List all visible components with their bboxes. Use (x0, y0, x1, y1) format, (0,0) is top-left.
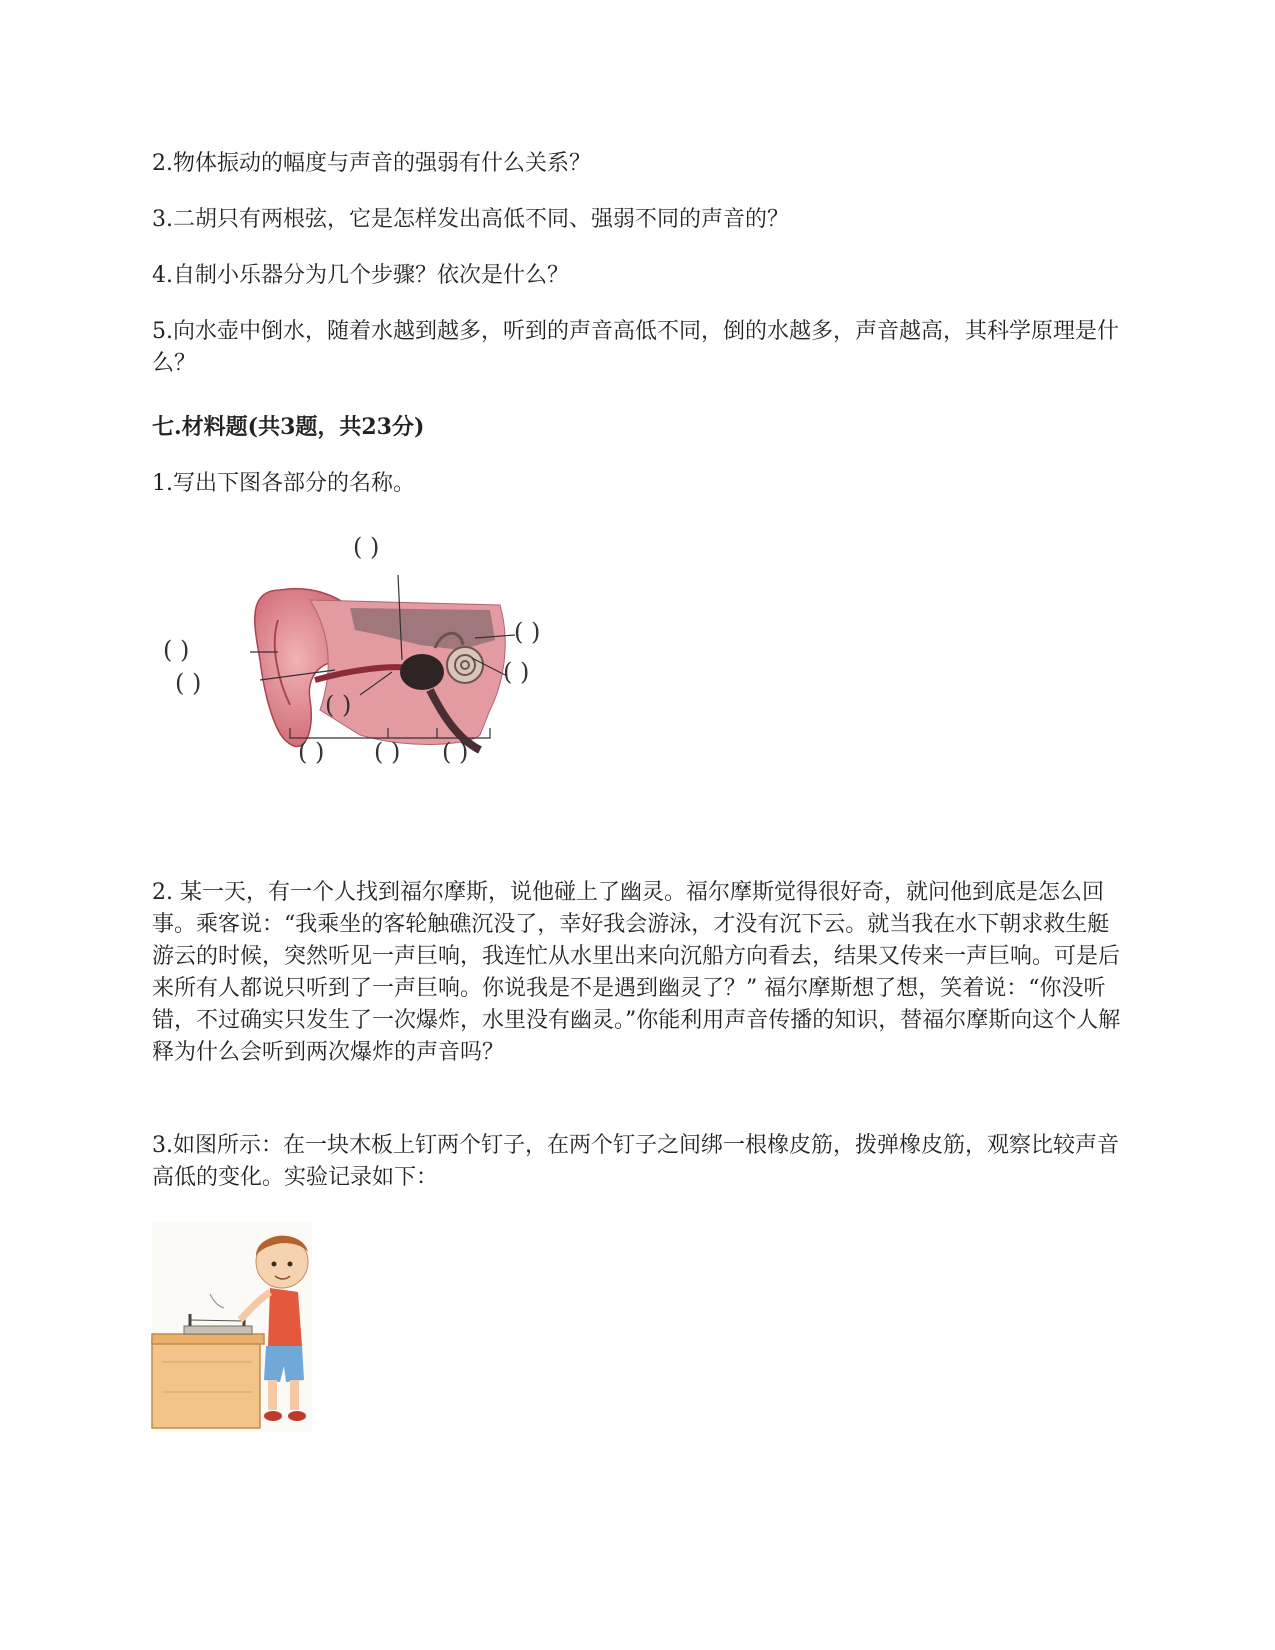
blank-right-1[interactable]: ( ) (514, 618, 541, 646)
blank-bottom-3[interactable]: ( ) (442, 738, 469, 766)
blank-top[interactable]: ( ) (353, 533, 380, 561)
blank-bottom-2[interactable]: ( ) (374, 738, 401, 766)
section-7-title: 七.材料题(共3题，共23分) (152, 414, 425, 440)
material-question-3: 3.如图所示：在一块木板上钉两个钉子，在两个钉子之间绑一根橡皮筋，拨弹橡皮筋，观察比较声音高低的变化。实验记录如下： (152, 1133, 1119, 1190)
blank-bottom-1[interactable]: ( ) (298, 738, 325, 766)
blank-left-2[interactable]: ( ) (175, 669, 202, 697)
blank-left-1[interactable]: ( ) (163, 636, 190, 664)
ear-diagram (160, 533, 660, 820)
question-3-erhu: 3.二胡只有两根弦，它是怎样发出高低不同、强弱不同的声音的？ (152, 207, 789, 232)
blank-middle[interactable]: ( ) (325, 691, 352, 719)
question-5-kettle: 5.向水壶中倒水，随着水越到越多，听到的声音高低不同，倒的水越多，声音越高，其科学原理是什么？ (152, 319, 1119, 376)
material-question-1: 1.写出下图各部分的名称。 (152, 471, 415, 496)
question-4-instrument: 4.自制小乐器分为几个步骤？依次是什么？ (152, 263, 569, 288)
question-2-amplitude: 2.物体振动的幅度与声音的强弱有什么关系？ (152, 151, 591, 176)
material-question-2: 2. 某一天，有一个人找到福尔摩斯，说他碰上了幽灵。福尔摩斯觉得很好奇，就问他到底是怎么回事。乘客说：“我乘坐的客轮触礁沉没了，幸好我会游泳，才没有沉下云。就当我在水下朝求救生艇游云的时候，突然听见一声巨响，我连忙从水里出来向沉船方向看去，结果又传来一声巨响。可是后来所有人都说只听到了一声巨响。你说我是不是遇到幽灵了？” 福尔摩斯想了想，笑着说：“你没听错，不过确实只发生了一次爆炸，水里没有幽灵。”你能利用声音传播的知识，替福尔摩斯向这个人解释为什么会听到两次爆炸的声音吗？ (152, 880, 1121, 1065)
blank-right-2[interactable]: ( ) (503, 658, 530, 686)
boy-experiment-illustration (152, 1222, 312, 1432)
